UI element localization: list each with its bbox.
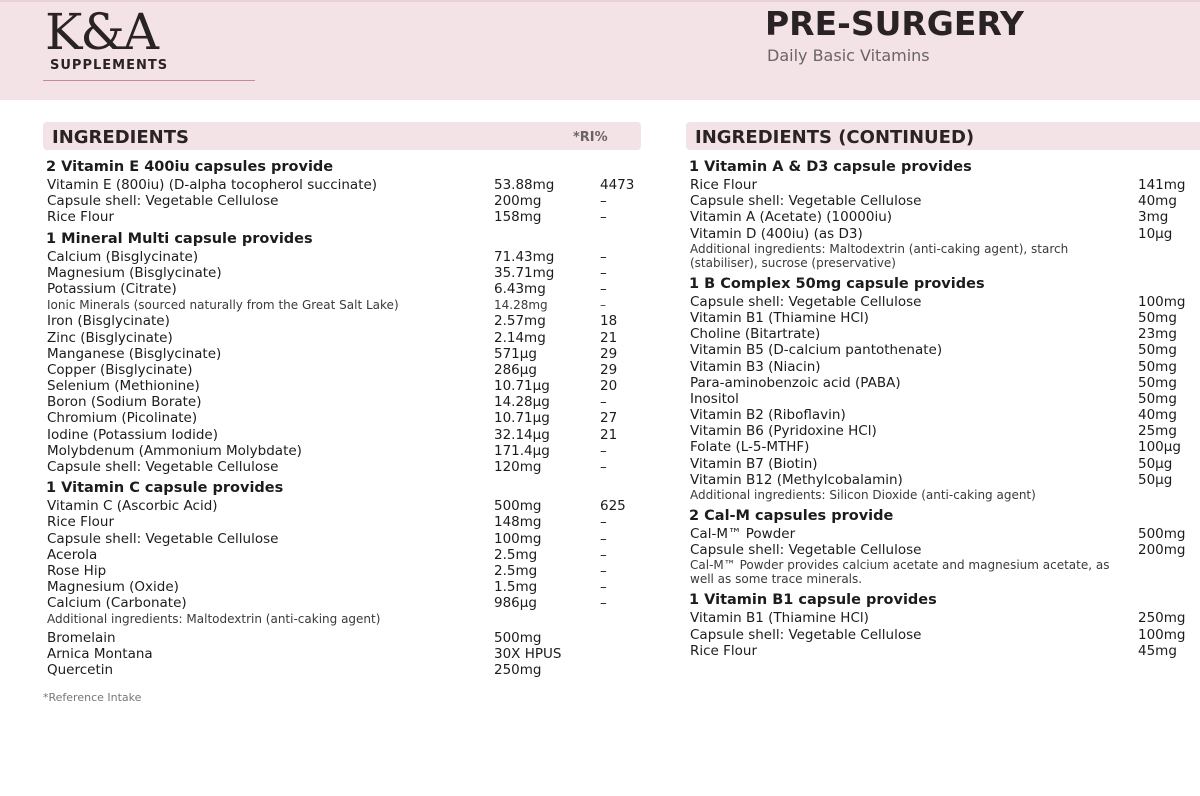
- ingredient-ri: –: [600, 595, 607, 612]
- ingredient-row: [43, 265, 641, 281]
- ingredient-name: Vitamin A (Acetate) (10000iu): [690, 209, 893, 226]
- ingredient-amount: 2.57mg: [494, 313, 546, 330]
- ingredient-ri: –: [600, 193, 607, 210]
- ingredient-name: Vitamin B12 (Methylcobalamin): [690, 471, 903, 488]
- ingredient-name: Magnesium (Bisglycinate): [47, 264, 222, 281]
- ingredient-amount: 10.71µg: [494, 410, 550, 427]
- group-title: 2 Cal-M capsules provide: [689, 508, 894, 524]
- ingredient-name: Cal-M™ Powder: [690, 526, 796, 542]
- additional-ingredients-note: Additional ingredients: Maltodextrin (anti-caking agent), starch (stabiliser), sucrose (preservative): [690, 241, 1069, 270]
- ingredient-row: [43, 410, 641, 426]
- ingredient-name: Calcium (Carbonate): [47, 595, 187, 612]
- ingredient-name: Capsule shell: Vegetable Cellulose: [47, 459, 279, 475]
- ingredient-row: [686, 439, 1200, 455]
- ingredient-name: Zinc (Bisglycinate): [47, 329, 173, 346]
- ingredient-ri: 27: [600, 410, 618, 427]
- product-subtitle: Daily Basic Vitamins: [767, 46, 930, 65]
- ingredient-row: [43, 531, 641, 547]
- ingredient-amount: 250mg: [1138, 610, 1186, 627]
- ingredient-row: [686, 294, 1200, 310]
- ingredient-amount: 71.43mg: [494, 248, 555, 265]
- ingredient-ri: 29: [600, 345, 618, 362]
- ingredient-amount: 200mg: [494, 193, 542, 210]
- ingredient-ri: 21: [600, 329, 618, 346]
- ingredient-name: Capsule shell: Vegetable Cellulose: [690, 193, 922, 210]
- ingredient-row: [686, 423, 1200, 439]
- ingredient-ri: 625: [600, 498, 626, 515]
- ingredient-name: Capsule shell: Vegetable Cellulose: [690, 542, 922, 559]
- ingredient-row: [43, 249, 641, 265]
- group-spacer: [686, 659, 1200, 662]
- ingredient-ri: 21: [600, 426, 618, 443]
- ingredient-amount: 100mg: [1138, 626, 1186, 643]
- ingredient-name: Rice Flour: [690, 642, 758, 659]
- group-title: 1 Vitamin C capsule provides: [46, 480, 284, 497]
- ingredient-row: [43, 362, 641, 378]
- ingredient-name: Vitamin B2 (Riboflavin): [690, 407, 846, 424]
- ingredient-amount: 50mg: [1138, 358, 1177, 375]
- ingredient-amount: 286µg: [494, 361, 537, 378]
- brand-tagline: SUPPLEMENTS: [50, 58, 169, 73]
- ingredient-amount: 986µg: [494, 595, 537, 612]
- ingredient-ri: –: [600, 546, 607, 563]
- ingredient-row: [686, 627, 1200, 643]
- ingredient-row: [43, 394, 641, 410]
- ingredient-row: [43, 177, 641, 193]
- ingredient-row: [686, 193, 1200, 209]
- ingredients-continued-heading-bar: [686, 122, 1200, 150]
- ingredient-name: Magnesium (Oxide): [47, 579, 179, 596]
- additional-ingredients-note: Additional ingredients: Maltodextrin (anti-caking agent): [47, 611, 381, 626]
- ingredient-amount: 50mg: [1138, 309, 1177, 326]
- ingredient-name: Arnica Montana: [47, 645, 153, 662]
- ingredient-row: [43, 193, 641, 209]
- ingredient-amount: 50µg: [1138, 471, 1173, 488]
- group-title: 1 Vitamin A & D3 capsule provides: [689, 159, 972, 175]
- ingredient-row: [686, 391, 1200, 407]
- ingredient-amount: 23mg: [1138, 326, 1177, 343]
- group-title: 1 Mineral Multi capsule provides: [46, 230, 313, 247]
- ingredient-name: Capsule shell: Vegetable Cellulose: [690, 626, 922, 643]
- ingredient-ri: 29: [600, 361, 618, 378]
- ingredient-row: [43, 563, 641, 579]
- ingredient-amount: 32.14µg: [494, 426, 550, 443]
- ingredient-amount: 2.14mg: [494, 329, 546, 346]
- ingredient-amount: 50mg: [1138, 342, 1177, 359]
- ingredient-row: [686, 359, 1200, 375]
- ingredient-amount: 50µg: [1138, 455, 1173, 472]
- ingredient-ri: 4473: [600, 177, 635, 193]
- ingredient-amount: 50mg: [1138, 374, 1177, 391]
- ingredient-name: Acerola: [47, 546, 98, 563]
- ingredient-name: Vitamin B6 (Pyridoxine HCl): [690, 423, 877, 440]
- ingredient-amount: 100mg: [494, 530, 542, 547]
- ingredient-amount: 500mg: [494, 629, 542, 646]
- ingredient-name: Vitamin B5 (D-calcium pantothenate): [690, 342, 943, 359]
- ingredient-name: Rice Flour: [47, 209, 115, 226]
- brand-logo: K&A: [45, 3, 157, 61]
- ingredient-row: [43, 547, 641, 563]
- ingredient-row: [43, 297, 641, 313]
- ingredient-name: Inositol: [690, 390, 739, 407]
- logo-divider: [43, 80, 255, 81]
- ingredient-row: [43, 209, 641, 225]
- ingredient-name: Ionic Minerals (sourced naturally from the Great Salt Lake): [47, 298, 399, 313]
- additional-ingredients-note: Cal-M™ Powder provides calcium acetate and magnesium acetate, as well as some trace minerals.: [690, 558, 1110, 587]
- ingredient-name: Rose Hip: [47, 562, 107, 579]
- ingredient-ri: –: [600, 514, 607, 531]
- ri-column-label: *RI%: [573, 130, 608, 145]
- ingredient-row: [43, 330, 641, 346]
- ingredient-amount: 120mg: [494, 459, 542, 475]
- ingredient-name: Vitamin B1 (Thiamine HCl): [690, 309, 869, 326]
- ingredient-row: [686, 472, 1200, 488]
- ingredients-heading-bar: [43, 122, 641, 150]
- ingredient-ri: –: [600, 530, 607, 547]
- ingredient-name: Calcium (Bisglycinate): [47, 248, 199, 265]
- ingredient-name: Capsule shell: Vegetable Cellulose: [47, 193, 279, 210]
- ingredient-amount: 40mg: [1138, 193, 1177, 210]
- ingredient-name: Vitamin D (400iu) (as D3): [690, 225, 863, 242]
- ingredient-ri: 18: [600, 313, 618, 330]
- ingredient-amount: 100mg: [1138, 293, 1186, 310]
- ingredient-amount: 250mg: [494, 661, 542, 678]
- ingredient-row: [686, 177, 1200, 193]
- ingredient-name: Bromelain: [47, 629, 116, 646]
- ingredient-row: [686, 643, 1200, 659]
- ingredient-row: [43, 630, 641, 646]
- page-header: [0, 0, 1200, 100]
- group-title: 1 Vitamin B1 capsule provides: [689, 592, 937, 609]
- ingredient-name: Vitamin B1 (Thiamine HCl): [690, 610, 869, 627]
- ingredient-ri: –: [600, 209, 607, 226]
- ingredient-amount: 50mg: [1138, 390, 1177, 407]
- ingredient-row: [43, 595, 641, 611]
- ingredient-row: [43, 514, 641, 530]
- ingredient-ri: –: [600, 394, 607, 411]
- ingredient-name: Iodine (Potassium Iodide): [47, 426, 218, 443]
- ingredient-name: Vitamin B3 (Niacin): [690, 358, 821, 375]
- group-title: 1 B Complex 50mg capsule provides: [689, 275, 985, 292]
- ingredient-name: Quercetin: [47, 661, 114, 678]
- ingredient-row: [686, 326, 1200, 342]
- ingredient-row: [43, 459, 641, 475]
- ingredient-amount: 45mg: [1138, 642, 1177, 659]
- ingredients-left-column: [43, 122, 641, 678]
- ingredient-row: [43, 498, 641, 514]
- ingredient-amount: 158mg: [494, 209, 542, 226]
- ingredient-amount: 100µg: [1138, 439, 1181, 456]
- ingredient-amount: 2.5mg: [494, 546, 538, 563]
- ingredients-right-column: [686, 122, 1200, 662]
- ingredient-amount: 1.5mg: [494, 579, 538, 596]
- ingredient-row: [43, 346, 641, 362]
- ingredient-row: [686, 407, 1200, 423]
- ingredient-amount: 14.28µg: [494, 394, 550, 411]
- ingredient-name: Vitamin C (Ascorbic Acid): [47, 498, 218, 515]
- ingredient-name: Capsule shell: Vegetable Cellulose: [690, 293, 922, 310]
- ingredient-ri: –: [600, 579, 607, 596]
- ingredient-name: Boron (Sodium Borate): [47, 394, 202, 411]
- ingredient-amount: 10.71µg: [494, 378, 550, 395]
- ingredients-right-list: [686, 157, 1200, 662]
- ingredient-name: Capsule shell: Vegetable Cellulose: [47, 530, 279, 547]
- ingredient-amount: 500mg: [1138, 526, 1186, 542]
- ingredient-name: Folate (L-5-MTHF): [690, 439, 810, 456]
- ingredient-row: [43, 378, 641, 394]
- ingredient-ri: –: [600, 298, 606, 313]
- ingredients-heading: INGREDIENTS: [52, 127, 189, 148]
- ingredient-name: Rice Flour: [690, 177, 758, 193]
- ingredient-amount: 148mg: [494, 514, 542, 531]
- reference-intake-footnote: *Reference Intake: [43, 691, 142, 704]
- ingredient-ri: –: [600, 442, 607, 459]
- ingredient-name: Vitamin B7 (Biotin): [690, 455, 818, 472]
- ingredient-row: [686, 375, 1200, 391]
- ingredient-row: [43, 579, 641, 595]
- ingredient-ri: –: [600, 264, 607, 281]
- ingredient-ri: –: [600, 459, 607, 475]
- ingredient-row: [686, 310, 1200, 326]
- ingredient-name: Vitamin E (800iu) (D-alpha tocopherol succinate): [47, 177, 378, 193]
- ingredient-amount: 30X HPUS: [494, 645, 562, 662]
- ingredient-ri: –: [600, 562, 607, 579]
- product-title: PRE-SURGERY: [765, 4, 1024, 43]
- ingredient-name: Rice Flour: [47, 514, 115, 531]
- ingredient-row: [686, 456, 1200, 472]
- ingredient-row: [686, 342, 1200, 358]
- ingredient-amount: 3mg: [1138, 209, 1169, 226]
- ingredient-name: Molybdenum (Ammonium Molybdate): [47, 442, 302, 459]
- ingredient-name: Para-aminobenzoic acid (PABA): [690, 374, 901, 391]
- ingredient-amount: 25mg: [1138, 423, 1177, 440]
- ingredient-row: [43, 427, 641, 443]
- ingredient-amount: 40mg: [1138, 407, 1177, 424]
- ingredient-ri: 20: [600, 378, 618, 395]
- ingredient-row: [686, 610, 1200, 626]
- ingredient-amount: 14.28mg: [494, 298, 548, 313]
- ingredient-amount: 6.43mg: [494, 280, 546, 297]
- ingredient-name: Chromium (Picolinate): [47, 410, 198, 427]
- ingredient-name: Selenium (Methionine): [47, 378, 200, 395]
- ingredient-name: Manganese (Bisglycinate): [47, 345, 222, 362]
- ingredient-row: [686, 226, 1200, 242]
- ingredient-amount: 141mg: [1138, 177, 1186, 193]
- ingredient-name: Potassium (Citrate): [47, 280, 177, 297]
- ingredient-amount: 171.4µg: [494, 442, 550, 459]
- ingredient-row: [43, 313, 641, 329]
- ingredients-left-list: [43, 157, 641, 678]
- ingredient-row: [43, 443, 641, 459]
- ingredient-ri: –: [600, 248, 607, 265]
- ingredient-amount: 10µg: [1138, 225, 1173, 242]
- ingredient-row: [43, 281, 641, 297]
- group-title: 2 Vitamin E 400iu capsules provide: [46, 159, 334, 175]
- ingredient-amount: 500mg: [494, 498, 542, 515]
- ingredient-row: [686, 526, 1200, 542]
- ingredient-name: Copper (Bisglycinate): [47, 361, 193, 378]
- ingredient-row: [686, 542, 1200, 558]
- ingredient-amount: 35.71mg: [494, 264, 555, 281]
- ingredient-amount: 200mg: [1138, 542, 1186, 559]
- ingredient-ri: –: [600, 280, 607, 297]
- ingredient-row: [43, 662, 641, 678]
- additional-ingredients-note: Additional ingredients: Silicon Dioxide (anti-caking agent): [690, 488, 1036, 502]
- ingredient-name: Iron (Bisglycinate): [47, 313, 170, 330]
- ingredient-row: [43, 646, 641, 662]
- ingredient-amount: 571µg: [494, 345, 537, 362]
- ingredients-continued-heading: INGREDIENTS (CONTINUED): [695, 127, 975, 148]
- ingredient-amount: 2.5mg: [494, 562, 538, 579]
- ingredient-row: [686, 209, 1200, 225]
- ingredient-name: Choline (Bitartrate): [690, 326, 821, 343]
- ingredient-amount: 53.88mg: [494, 177, 555, 193]
